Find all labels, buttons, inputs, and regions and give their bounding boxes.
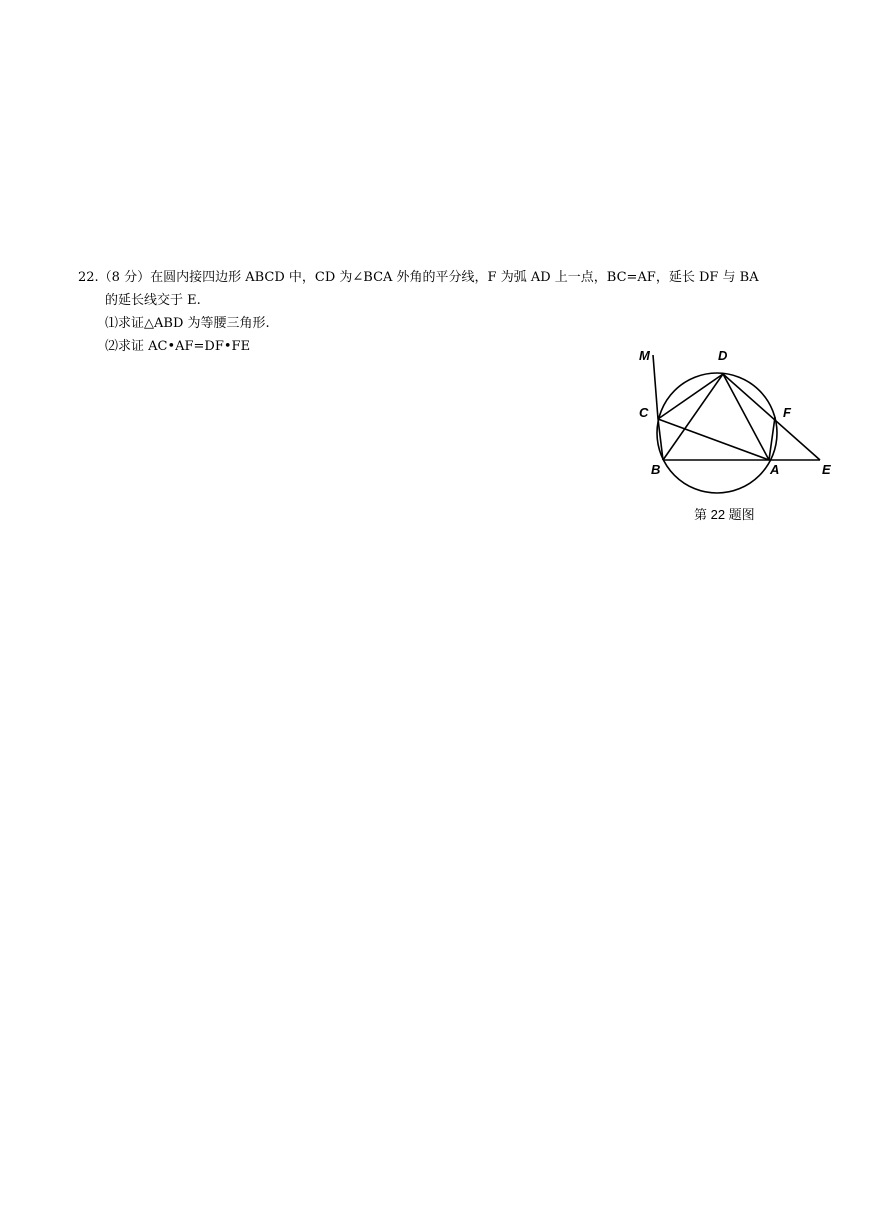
figure-caption: 第 22 题图 bbox=[694, 507, 755, 522]
label-F: F bbox=[783, 405, 791, 420]
segment-DA bbox=[723, 374, 769, 460]
label-B: B bbox=[651, 462, 661, 477]
label-E: E bbox=[822, 462, 831, 477]
circle-quadrilateral-diagram bbox=[628, 340, 848, 500]
segment-CD bbox=[658, 374, 723, 419]
problem-statement-continuation: 的延长线交于 E. bbox=[105, 293, 201, 308]
question-part-2: ⑵求证 AC•AF=DF•FE bbox=[105, 339, 251, 354]
segment-MC bbox=[653, 355, 658, 419]
segment-CA bbox=[658, 419, 769, 460]
label-D: D bbox=[718, 348, 728, 363]
question-part-1: ⑴求证△ABD 为等腰三角形. bbox=[105, 316, 270, 331]
circumcircle bbox=[657, 373, 780, 493]
label-A: A bbox=[770, 462, 780, 477]
segment-BD bbox=[663, 374, 723, 460]
label-C: C bbox=[639, 405, 649, 420]
geometry-figure bbox=[628, 340, 848, 530]
label-M: M bbox=[639, 348, 650, 363]
problem-statement: 22.（8 分）在圆内接四边形 ABCD 中，CD 为∠BCA 外角的平分线，F 为弧 AD 上一点，BC=AF，延长 DF 与 BA bbox=[78, 270, 759, 285]
